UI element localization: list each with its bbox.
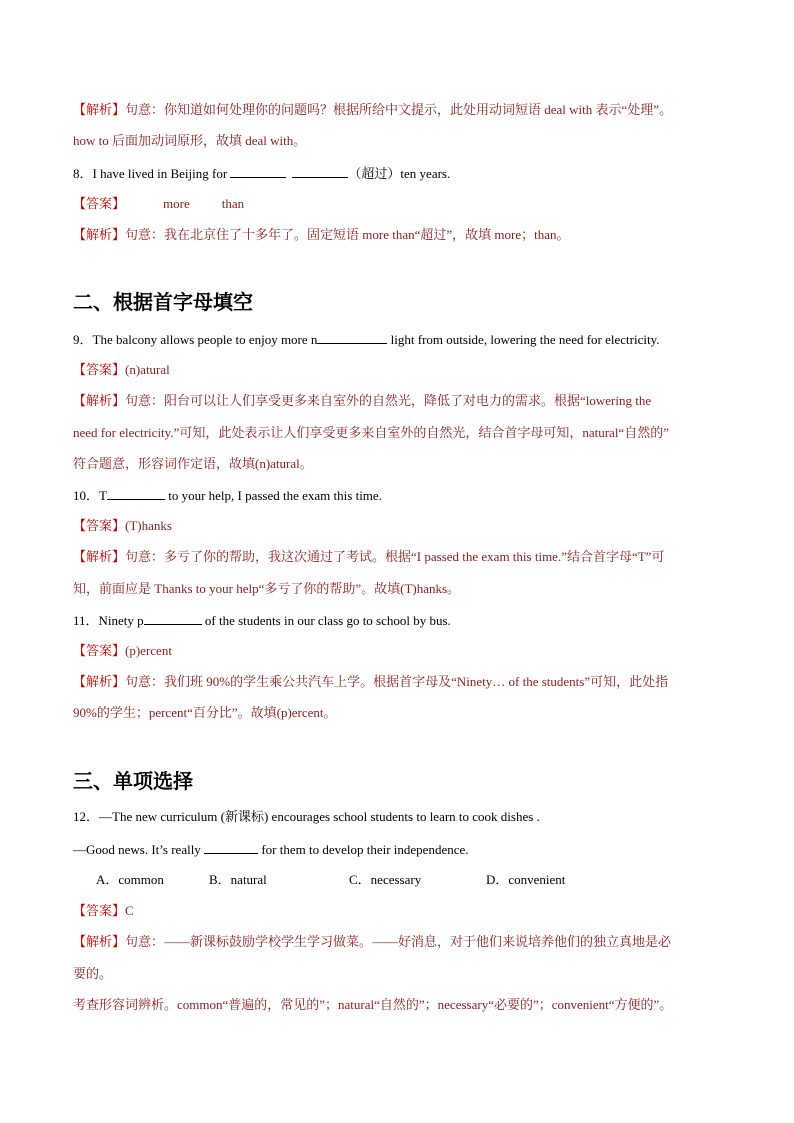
- q8-stem: [73, 165, 734, 182]
- q12-blank: [204, 841, 258, 854]
- q8-analysis-text: 句意：我在北京住了十多年了。固定短语 more than“超过”，故填 more；than。: [125, 227, 570, 242]
- q9-stem-start: 9．The balcony allows people to enjoy more n: [73, 332, 318, 347]
- q10-answer: [73, 518, 734, 535]
- q10-analysis-line2: 知，前面应是 Thanks to your help“多亏了你的帮助”。故填(T)hanks。: [73, 581, 461, 596]
- q12-stem-end: for them to develop their independence.: [258, 842, 469, 857]
- q9-answer: [73, 362, 734, 379]
- q8-answer: [73, 196, 734, 213]
- q10-analysis-text: 句意：多亏了你的帮助，我这次通过了考试。根据“I passed the exam this time.”结合首字母“T”可: [125, 549, 665, 564]
- answer-label: 【答案】: [73, 363, 126, 378]
- section-3-title: 三、单项选择: [73, 769, 193, 793]
- q8-blank-2: [292, 165, 348, 178]
- q11-stem: [73, 612, 734, 629]
- analysis-label: 【解析】: [73, 550, 126, 565]
- q7-analysis-line1: [73, 102, 734, 119]
- q8-answer-2: than: [221, 196, 245, 211]
- q10-analysis-line1: [73, 549, 734, 566]
- q8-stem-end: （超过）ten years.: [348, 166, 451, 181]
- answer-label: 【答案】: [73, 644, 126, 659]
- q12-answer: [73, 903, 734, 920]
- q12-options: [96, 872, 734, 888]
- q10-stem-start: 10．T: [73, 488, 107, 503]
- analysis-label: 【解析】: [73, 228, 126, 243]
- q12-analysis-line2: 要的。: [73, 966, 113, 981]
- q12-analysis-text: 句意：——新课标鼓励学校学生学习做菜。——好消息，对于他们来说培养他们的独立真地是必: [125, 934, 672, 949]
- q11-stem-start: 11．Ninety p: [73, 613, 144, 628]
- q10-stem: [73, 487, 734, 504]
- q9-blank: [317, 331, 387, 344]
- answer-label: 【答案】: [73, 904, 126, 919]
- q9-stem-end: light from outside, lowering the need for electricity.: [387, 332, 660, 347]
- q12-analysis-line3: 考查形容词辨析。common“普遍的，常见的”；natural“自然的”；necessary“必要的”；convenient“方便的”。: [73, 997, 673, 1012]
- q8-answer-1: more: [163, 196, 190, 211]
- q10-answer-text: (T)hanks: [125, 518, 172, 533]
- q11-answer-text: (p)ercent: [125, 643, 172, 658]
- q8-stem-start: 8．I have lived in Beijing for: [73, 166, 231, 181]
- q8-blank-1: [230, 165, 286, 178]
- q12-option-b: B．natural: [209, 872, 267, 887]
- q12-stem-start: —Good news. It’s really: [73, 842, 205, 857]
- answer-label: 【答案】: [73, 519, 126, 534]
- q12-option-a: A．common: [96, 872, 164, 887]
- q9-analysis-line1: [73, 393, 734, 410]
- answer-label: 【答案】: [73, 197, 126, 212]
- q11-analysis-line1: [73, 674, 734, 691]
- q9-stem: [73, 331, 734, 348]
- analysis-label: 【解析】: [73, 935, 126, 950]
- q7-analysis-text: 句意：你知道如何处理你的问题吗？根据所给中文提示，此处用动词短语 deal with 表示“处理”。: [125, 102, 673, 117]
- analysis-label: 【解析】: [73, 103, 126, 118]
- q9-answer-text: (n)atural: [125, 362, 170, 377]
- q11-answer: [73, 643, 734, 660]
- q8-analysis: [73, 227, 734, 244]
- q12-option-d: D．convenient: [486, 872, 566, 887]
- q10-blank: [107, 487, 165, 500]
- q12-answer-text: C: [125, 903, 134, 918]
- analysis-label: 【解析】: [73, 394, 126, 409]
- q9-analysis-text: 句意：阳台可以让人们享受更多来自室外的自然光，降低了对电力的需求。根据“lowering the: [125, 393, 652, 408]
- q12-stem-line1: 12．—The new curriculum (新课标) encourages school students to learn to cook dishes .: [73, 809, 540, 824]
- q11-stem-end: of the students in our class go to school by bus.: [201, 613, 451, 628]
- q9-analysis-line3: 符合题意，形容词作定语，故填(n)atural。: [73, 456, 313, 471]
- q12-option-c: C．necessary: [349, 872, 422, 887]
- analysis-label: 【解析】: [73, 675, 126, 690]
- q7-analysis-line2: how to 后面加动词原形，故填 deal with。: [73, 133, 307, 148]
- q11-analysis-text: 句意：我们班 90%的学生乘公共汽车上学。根据首字母及“Ninety… of the students”可知，此处指: [125, 674, 669, 689]
- q11-analysis-line2: 90%的学生；percent“百分比”。故填(p)ercent。: [73, 705, 337, 720]
- q10-stem-end: to your help, I passed the exam this time.: [164, 488, 382, 503]
- q12-analysis-line1: [73, 934, 734, 951]
- q12-stem-line2: [73, 841, 734, 858]
- section-2-title: 二、根据首字母填空: [73, 290, 253, 314]
- q9-analysis-line2: need for electricity.”可知，此处表示让人们享受更多来自室外的自然光，结合首字母可知，natural“自然的”: [73, 425, 669, 440]
- q11-blank: [144, 612, 202, 625]
